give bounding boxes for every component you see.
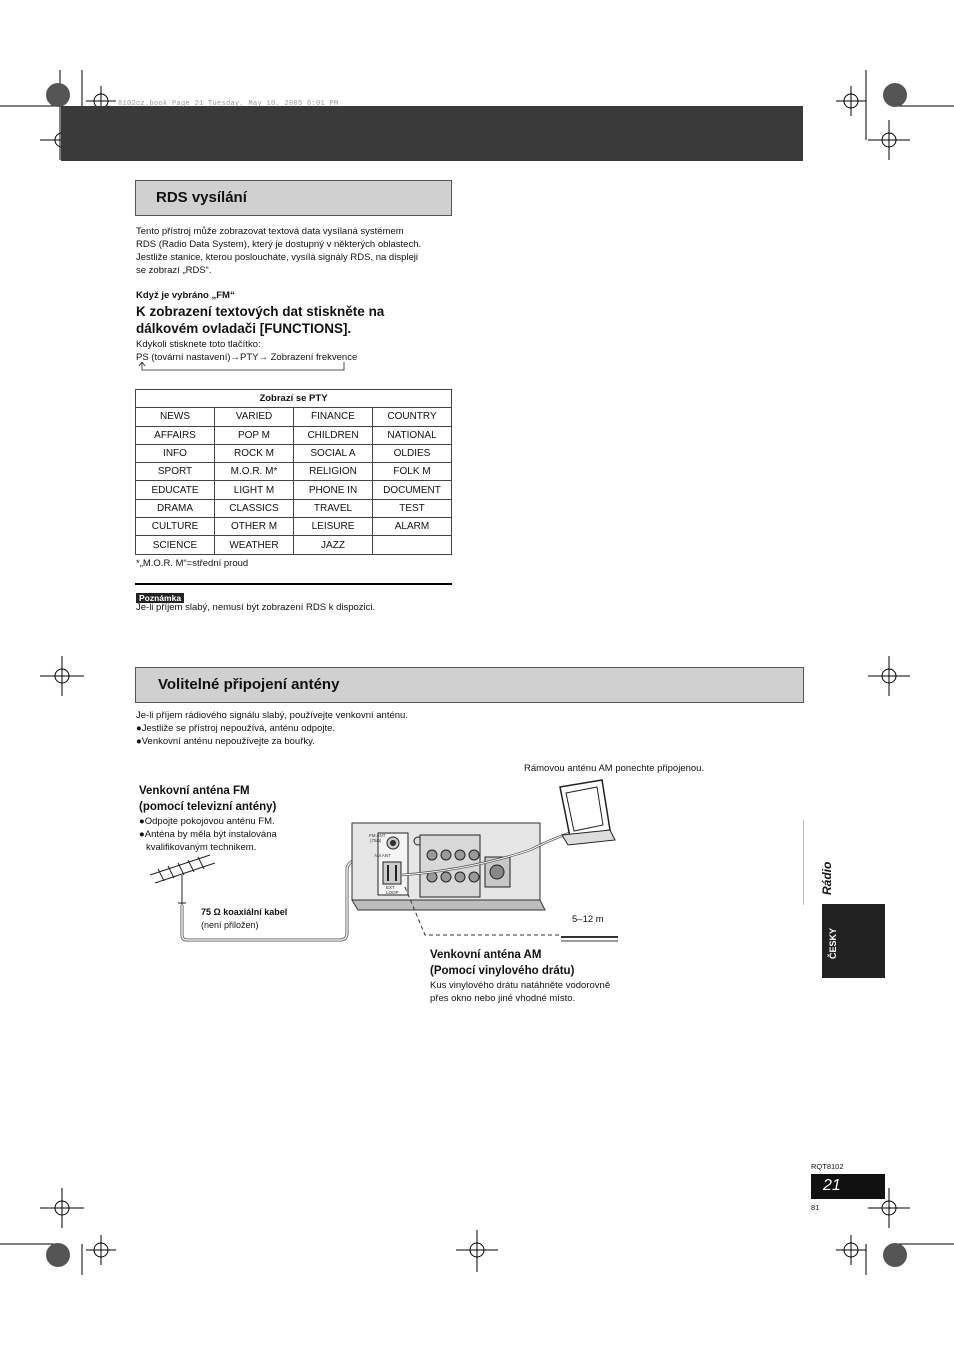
fm-heading-line: (pomocí televizní antény) [139,801,277,813]
rds-intro-line: se zobrazí „RDS“. [136,265,212,276]
table-row [136,481,452,499]
language-tab [822,904,885,978]
table-cell: CULTURE [136,518,215,536]
table-cell: VARIED [215,408,294,426]
cable-label: 75 Ω koaxiální kabel [201,907,288,917]
table-cell: OTHER M [215,518,294,536]
table-cell: COUNTRY [373,408,452,426]
table-cell: FOLK M [373,463,452,481]
table-cell: SOCIAL A [294,444,373,462]
note-badge: Poznámka [136,593,184,603]
table-cell: DRAMA [136,499,215,517]
panel-ohm-label: (75Ω) [370,838,382,843]
am-loop-antenna-icon [560,780,615,845]
display-sequence: PS (tovární nastavení)→PTY→ Zobrazení frekvence [136,352,358,363]
table-cell: ROCK M [215,444,294,462]
table-cell: SCIENCE [136,536,215,554]
each-press-label: Kdykoli stisknete toto tlačítko: [136,339,261,350]
rds-intro [136,225,466,277]
table-cell: M.O.R. M* [215,463,294,481]
fm-heading-line: Venkovní anténa FM [139,785,250,797]
table-cell: PHONE IN [294,481,373,499]
sequence-return-arrow [138,362,348,374]
note-divider [135,583,452,585]
antenna-intro-line: ●Venkovní anténu nepoužívejte za bouřky. [136,736,315,747]
antenna-section-header [135,667,804,703]
am-heading-line: Venkovní anténa AM [430,949,542,961]
am-text-line: přes okno nebo jiné vhodné místo. [430,993,576,1004]
am-loop-note: Rámovou anténu AM ponechte připojenou. [524,763,705,774]
rds-title: RDS vysílání [156,189,247,206]
cable-label-block [201,906,287,932]
panel-loop-label: LOOP [386,890,399,895]
fm-bullet: ●Anténa by měla být instalována [139,829,277,840]
note-text: Je-li příjem slabý, nemusí být zobrazení RDS k dispozici. [136,602,376,613]
antenna-title: Volitelné připojení antény [158,676,340,693]
side-rule [803,820,804,905]
antenna-intro-line: ●Jestliže se přístroj nepoužívá, anténu odpojte. [136,723,336,734]
table-cell: WEATHER [215,536,294,554]
table-cell: LEISURE [294,518,373,536]
table-cell: OLDIES [373,444,452,462]
rds-instruction-line: dálkovém ovladači [FUNCTIONS]. [136,321,352,336]
table-cell: DOCUMENT [373,481,452,499]
panel-fm-ant-label: FM ANT [369,833,386,838]
table-row [136,499,452,517]
when-fm-label: Když je vybráno „FM“ [136,290,235,301]
table-cell: INFO [136,444,215,462]
distance-label: 5–12 m [572,914,604,925]
rds-intro-line: Jestliže stanice, kterou posloucháte, vysílá signály RDS, na displeji [136,252,418,263]
table-cell: SPORT [136,463,215,481]
sub-page-number: 81 [811,1203,820,1212]
print-stamp: 8102cz.book Page 21 Tuesday, May 10, 2005 6:01 PM [118,100,339,108]
am-heading [430,947,574,979]
table-cell: TEST [373,499,452,517]
fm-bullet: kvalifikovaným technikem. [146,842,257,853]
table-row [136,426,452,444]
tv-antenna-icon [150,855,215,905]
model-number: RQT8102 [811,1162,844,1171]
panel-am-ant-label: AM ANT [374,853,391,858]
table-cell: LIGHT M [215,481,294,499]
page-number: 21 [823,1177,841,1194]
mor-footnote: *„M.O.R. M“=střední proud [136,558,249,569]
rds-intro-line: Tento přístroj může zobrazovat textová data vysílaná systémem [136,226,404,237]
am-text [430,979,610,1005]
table-cell: POP M [215,426,294,444]
table-cell: JAZZ [294,536,373,554]
table-cell: RELIGION [294,463,373,481]
am-heading-line: (Pomocí vinylového drátu) [430,965,575,977]
table-cell: TRAVEL [294,499,373,517]
am-text-line: Kus vinylového drátu natáhněte vodorovně [430,980,611,991]
antenna-intro [136,709,408,748]
table-cell: CHILDREN [294,426,373,444]
rds-instruction-line: K zobrazení textových dat stiskněte na [136,304,385,319]
table-cell: EDUCATE [136,481,215,499]
rds-section-header [135,180,452,216]
pty-table-header: Zobrazí se PTY [136,390,452,408]
table-cell [373,536,452,554]
table-row [136,444,452,462]
page-number-box [811,1174,885,1199]
language-label: ČESKY [828,927,838,959]
rds-instruction [136,303,384,337]
table-cell: FINANCE [294,408,373,426]
rds-intro-line: RDS (Radio Data System), který je dostupný v některých oblastech. [136,239,422,250]
table-cell: ALARM [373,518,452,536]
antenna-intro-line: Je-li příjem rádiového signálu slabý, používejte venkovní anténu. [136,710,408,721]
table-cell: NATIONAL [373,426,452,444]
table-cell: NEWS [136,408,215,426]
fm-bullet: ●Odpojte pokojovou anténu FM. [139,816,275,827]
table-cell: CLASSICS [215,499,294,517]
pty-table [135,389,452,555]
table-row [136,408,452,426]
table-row [136,536,452,554]
header-bar [61,106,803,161]
panel-ext-label: EXT [386,885,395,890]
cable-note: (není přiložen) [201,920,259,930]
section-tab-radio: Rádio [820,861,834,895]
table-cell: AFFAIRS [136,426,215,444]
table-row [136,463,452,481]
table-row [136,518,452,536]
